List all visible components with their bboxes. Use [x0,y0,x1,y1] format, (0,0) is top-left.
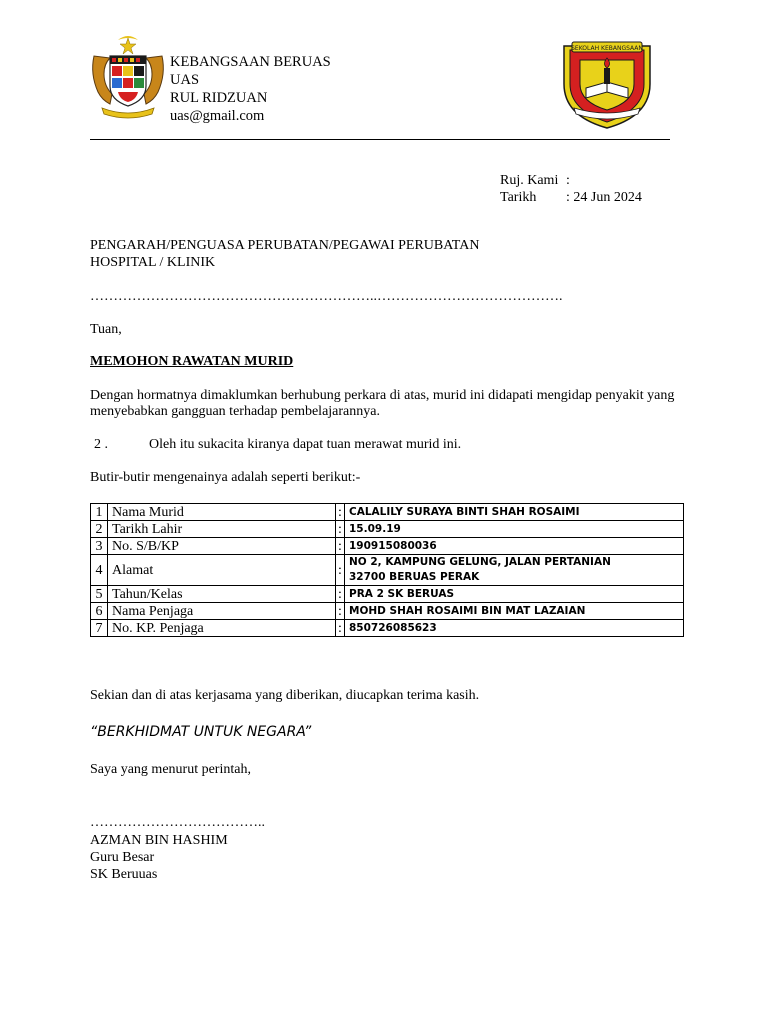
table-row [91,603,684,620]
yours-faithfully: Saya yang menurut perintah, [90,762,251,777]
signatory-title: Guru Besar [90,850,155,865]
badge-text: SEKOLAH KEBANGSAAN [571,45,643,52]
header-line-2: UAS [170,72,200,88]
row-number: 2 [91,521,108,538]
row-label: Tahun/Kelas [108,586,336,603]
row-value: CALALILY SURAYA BINTI SHAH ROSAIMI [345,504,684,521]
row-label: No. KP. Penjaga [108,620,336,637]
row-colon: : [336,555,345,586]
row-label: Alamat [108,555,336,586]
row-colon: : [336,586,345,603]
table-row [91,538,684,555]
table-row [91,586,684,603]
paragraph-1: Dengan hormatnya dimaklumkan berhubung perkara di atas, murid ini didapati mengidap penyakit yang menyebabkan gangguan terhadap pembelajarannya. [90,388,675,419]
signatory-name: AZMAN BIN HASHIM [90,833,228,848]
row-value [345,555,684,586]
tarikh-value: : 24 Jun 2024 [566,190,642,205]
school-badge-logo [560,38,654,130]
row-colon: : [336,521,345,538]
signature-line: ……………………………….. [90,815,265,830]
row-label: No. S/B/KP [108,538,336,555]
recipient-line-1: PENGARAH/PENGUASA PERUBATAN/PEGAWAI PERUBATAN [90,238,480,253]
table-row [91,555,684,586]
row-colon: : [336,504,345,521]
table-row [91,504,684,521]
signatory-block [90,832,228,883]
row-colon: : [336,620,345,637]
header-divider [90,139,670,140]
paragraph-2-text: Oleh itu sukacita kiranya dapat tuan merawat murid ini. [149,437,462,452]
table-row [91,521,684,538]
row-label: Nama Penjaga [108,603,336,620]
reference-block [500,172,642,206]
header-line-3: RUL RIDZUAN [170,90,268,106]
recipient-dotted-line: ……………………………………………………..…………………………………. [90,289,563,304]
paragraph-2 [94,437,461,453]
header-line-1: KEBANGSAAN BERUAS [170,54,331,70]
student-details-table [90,503,684,637]
row-number: 3 [91,538,108,555]
signatory-school: SK Beruuas [90,867,158,882]
address-line-1: NO 2, KAMPUNG GELUNG, JALAN PERTANIAN [349,556,611,568]
row-colon: : [336,603,345,620]
row-number: 6 [91,603,108,620]
recipient-line-2: HOSPITAL / KLINIK [90,255,216,270]
table-row [91,620,684,637]
coat-of-arms-logo [88,34,168,120]
ruj-label: Ruj. Kami [500,173,559,188]
row-value: PRA 2 SK BERUAS [345,586,684,603]
row-number: 1 [91,504,108,521]
row-value: 15.09.19 [345,521,684,538]
row-number: 7 [91,620,108,637]
row-colon: : [336,538,345,555]
closing-line: Sekian dan di atas kerjasama yang diberikan, diucapkan terima kasih. [90,688,480,703]
school-header [170,53,331,125]
row-value: 850726085623 [345,620,684,637]
row-label: Tarikh Lahir [108,521,336,538]
row-number: 4 [91,555,108,586]
address-line-2: 32700 BERUAS PERAK [349,571,480,583]
letter-subject: MEMOHON RAWATAN MURID [90,354,294,369]
row-label: Nama Murid [108,504,336,521]
tarikh-label: Tarikh [500,190,537,205]
row-value: MOHD SHAH ROSAIMI BIN MAT LAZAIAN [345,603,684,620]
paragraph-2-number: 2 . [94,437,108,452]
ruj-value: : [566,173,570,188]
header-email: uas@gmail.com [170,108,265,124]
salutation: Tuan, [90,322,122,337]
row-number: 5 [91,586,108,603]
recipient-address [90,237,479,271]
paragraph-3: Butir-butir mengenainya adalah seperti berikut:- [90,470,361,485]
motto: “BERKHIDMAT UNTUK NEGARA” [90,724,312,740]
row-value: 190915080036 [345,538,684,555]
